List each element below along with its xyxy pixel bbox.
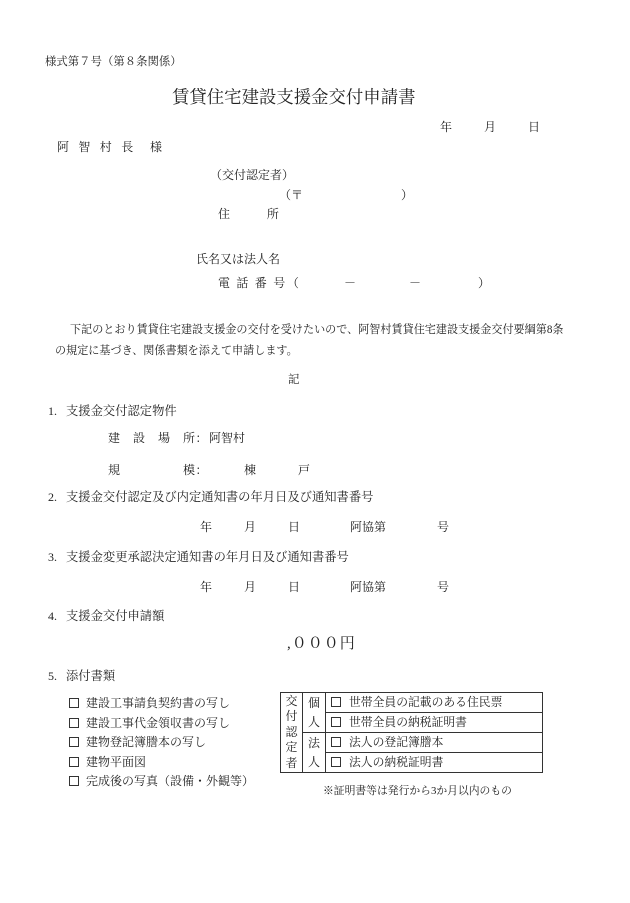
section-heading: 支援金交付認定物件	[66, 404, 177, 418]
individual-group-cell	[303, 693, 326, 733]
document-row	[326, 713, 543, 733]
section-number: 2.	[48, 490, 57, 504]
ki-heading: 記	[288, 374, 300, 386]
construction-location-label: 建 設 場 所：	[108, 431, 209, 445]
date-day-label: 日	[528, 120, 541, 134]
section-number: 3.	[48, 550, 57, 564]
phone-separator: －	[344, 276, 357, 290]
addressee-honorific: 様	[150, 140, 163, 154]
section-number: 4.	[48, 609, 57, 623]
document-label: 世帯全員の納税証明書	[349, 714, 467, 729]
attachment-item	[69, 735, 206, 749]
document-checkbox[interactable]	[331, 737, 341, 747]
body-text-line: の規定に基づき、関係書類を添えて申請します。	[55, 345, 298, 357]
construction-location-value: 阿智村	[209, 431, 246, 445]
notice-month-label: 月	[244, 520, 257, 534]
document-checkbox[interactable]	[69, 737, 79, 747]
corporate-group-cell	[303, 733, 326, 773]
document-checkbox[interactable]	[69, 698, 79, 708]
form-title: 賃貸住宅建設支援金交付申請書	[172, 87, 416, 107]
phone-close: ）	[478, 276, 491, 290]
notice-year-label: 年	[200, 580, 213, 594]
notice-number-suffix: 号	[437, 520, 450, 534]
attachment-label: 建物登記簿謄本の写し	[86, 735, 207, 749]
date-year-label: 年	[440, 120, 453, 134]
document-row	[326, 753, 543, 773]
individual-group-label: 個人	[307, 695, 320, 729]
notice-day-label: 日	[288, 580, 301, 594]
scale-label: 規 模：	[108, 463, 209, 477]
form-number: 様式第７号（第８条関係）	[45, 56, 182, 68]
section-number: 5.	[48, 669, 57, 683]
notice-number-prefix: 阿協第	[350, 580, 387, 594]
addressee-name: 阿 智 村 長	[57, 140, 137, 154]
corporate-group-label: 法人	[307, 735, 320, 769]
attachment-item	[69, 716, 230, 730]
section-heading: 支援金交付認定及び内定通知書の年月日及び通知書番号	[66, 490, 374, 504]
document-row	[326, 693, 543, 713]
phone-label: 電 話 番 号（	[218, 276, 301, 290]
notice-number-suffix: 号	[437, 580, 450, 594]
notice-day-label: 日	[288, 520, 301, 534]
section-number: 1.	[48, 404, 57, 418]
attachment-item	[69, 755, 146, 769]
applicant-header-label: 交付認定者	[285, 693, 298, 770]
date-month-label: 月	[484, 120, 497, 134]
postal-code-close: ）	[401, 188, 414, 202]
document-checkbox[interactable]	[331, 697, 341, 707]
document-checkbox[interactable]	[69, 718, 79, 728]
document-checkbox[interactable]	[331, 717, 341, 727]
document-checkbox[interactable]	[69, 757, 79, 767]
address-label: 住 所	[218, 207, 284, 221]
document-checkbox[interactable]	[69, 776, 79, 786]
notice-month-label: 月	[244, 580, 257, 594]
document-checkbox[interactable]	[331, 757, 341, 767]
notice-number-prefix: 阿協第	[350, 520, 387, 534]
document-label: 世帯全員の記載のある住民票	[349, 694, 503, 709]
phone-separator: －	[409, 276, 422, 290]
applicant-documents-table	[280, 692, 543, 773]
attachment-label: 建設工事請負契約書の写し	[86, 696, 231, 710]
attachment-item	[69, 696, 230, 710]
attachment-item	[69, 774, 254, 788]
name-label: 氏名又は法人名	[196, 252, 281, 266]
requested-amount: ,０００円	[287, 636, 356, 652]
notice-year-label: 年	[200, 520, 213, 534]
applicant-heading: （交付認定者）	[210, 168, 295, 182]
document-label: 法人の登記簿謄本	[349, 734, 444, 749]
household-unit-label: 戸	[298, 463, 311, 477]
section-heading: 添付書類	[66, 669, 116, 683]
attachment-label: 建物平面図	[86, 754, 147, 769]
section-heading: 支援金交付申請額	[66, 609, 165, 623]
validity-note: ※証明書等は発行から3か月以内のもの	[323, 785, 512, 797]
document-label: 法人の納税証明書	[349, 754, 444, 769]
applicant-header-cell	[281, 693, 303, 773]
document-row	[326, 733, 543, 753]
attachment-label: 完成後の写真（設備・外観等）	[86, 774, 255, 788]
body-text-line: 下記のとおり賃貸住宅建設支援金の交付を受けたいので、阿智村賃貸住宅建設支援金交付要綱第8条	[70, 324, 564, 336]
building-unit-label: 棟	[244, 463, 257, 477]
attachment-label: 建設工事代金領収書の写し	[86, 715, 231, 730]
section-heading: 支援金変更承認決定通知書の年月日及び通知書番号	[66, 550, 349, 564]
postal-code-open: （〒	[279, 188, 304, 202]
